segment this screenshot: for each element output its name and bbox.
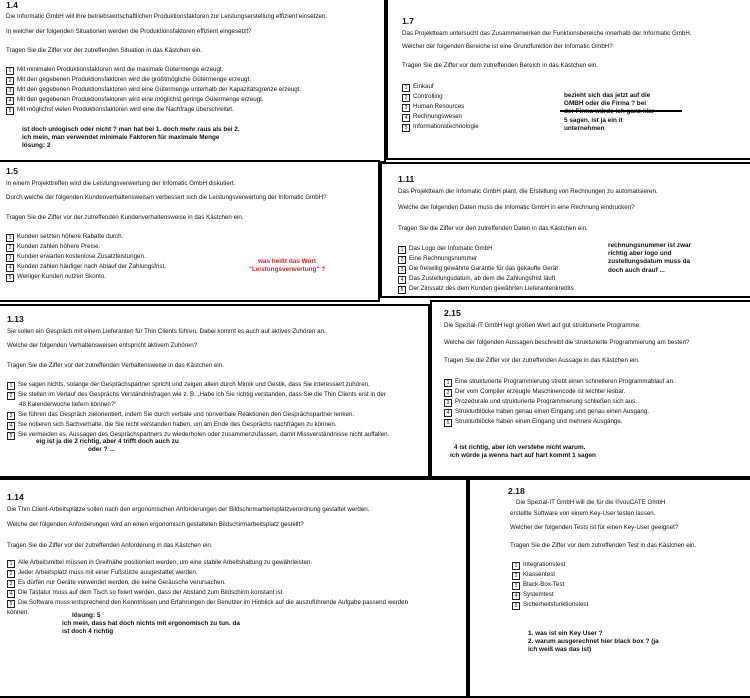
answer-option[interactable]: 4 Systemtest — [512, 590, 588, 600]
answer-option[interactable]: 2 Mit den gegebenen Produktionsfaktoren wird die größtmögliche Gütermenge erzeugt. — [6, 75, 301, 85]
handwritten-comment: lösung: 5 ich mein, dass hat doch nichts mit ergonomisch zu tun. da ist doch 4 richtig — [62, 612, 240, 636]
question-instruction: Tragen Sie die Ziffer vor der zutreffenden Aussage in das Kästchen ein. — [444, 357, 640, 364]
option-number: 1 — [402, 84, 410, 92]
handwritten-comment: ist doch unlogisch oder nicht ? man hat bei 1. doch mehr raus als bei 2. ich mein, man verwendet minimale Faktoren für maximale Menge lösung: 2 — [22, 126, 240, 150]
answer-option[interactable]: 5 Der Zinssatz des dem Kunden gewährten Lieferantenkredits — [398, 284, 574, 294]
question-instruction: Tragen Sie die Ziffer vor den zutreffenden Daten in das Kästchen ein. — [398, 225, 588, 232]
question-panel-2-18 — [468, 478, 750, 698]
answer-option[interactable]: 1 Einkauf — [402, 82, 479, 92]
option-number: 2 — [7, 570, 15, 578]
option-number: 2 — [444, 389, 452, 397]
answer-option[interactable]: 2 Kunden zahlen höhere Preise. — [6, 242, 166, 252]
option-number: 3 — [6, 254, 14, 262]
option-number: 1 — [444, 379, 452, 387]
answer-option[interactable]: 3 Black-Box-Test — [512, 580, 588, 590]
question-text: Welcher der folgenden Tests ist für einen Key-User geeignet? — [510, 524, 679, 531]
answer-options — [6, 65, 301, 115]
answer-option[interactable]: 3 Sie führen das Gespräch zielorientiert, indem Sie durch verbale und nonverbale Reaktionen den Gesprächspartner lenken. — [7, 410, 389, 420]
question-intro: Die Spezial-IT GmbH legt großen Wert auf gut strukturierte Programme. — [444, 322, 641, 329]
question-text: Welche der folgenden Anforderungen wird an einen ergonomisch gestalteten Bildschirmarbeitsplatz gestellt? — [7, 521, 304, 528]
answer-option-continuation: 48 Kalenderwoche liefern können?“ — [19, 401, 117, 408]
option-number: 2 — [6, 77, 14, 85]
answer-option[interactable]: 3 Kunden erwarten kostenlose Zusatzleistungen. — [6, 252, 166, 262]
question-instruction: Tragen Sie die Ziffer vor der zutreffenden Kundenverhaltensweise in das Kästchen ein. — [6, 214, 244, 221]
answer-option[interactable]: 4 Das Zustellungsdatum, ab dem die Zahlungsfrist läuft — [398, 274, 574, 284]
answer-option[interactable]: 5 Die Software muss entsprechend den Kenntnissen und Erfahrungen der Benutzer im Hinblick auf die auszuführende Aufgabe passend werden — [7, 598, 408, 608]
option-number: 1 — [6, 67, 14, 75]
answer-option[interactable]: 3 Es dürfen nur Geräte verwendet werden, die keine Geräusche verursachen. — [7, 578, 408, 588]
answer-option[interactable]: 5 Mit möglichst vielen Produktionsfaktoren wird eine die Nachfrage überschreitet. — [6, 105, 301, 115]
option-number: 5 — [6, 107, 14, 115]
answer-option[interactable]: 3 Human Resources — [402, 102, 479, 112]
option-number: 4 — [6, 97, 14, 105]
question-instruction: Tragen Sie die Ziffer vor dem zutreffenden Bereich in das Kästchen ein. — [402, 62, 598, 69]
question-text: Welcher der folgenden Bereiche ist eine Grundfunktion der Infomatic GmbH? — [402, 43, 613, 50]
question-number: 1.7 — [402, 16, 414, 26]
handwritten-comment: eig ist ja die 2 richtig, aber 4 trifft doch auch zu oder ? ... — [36, 438, 179, 454]
question-text: In welcher der folgenden Situationen werden die Produktionsfaktoren effizient eingesetzt? — [6, 28, 252, 35]
option-number: 1 — [398, 246, 406, 254]
answer-option[interactable]: 1 Alle Arbeitsmittel müssen in Greifnähe positioniert werden, um eine stabile Arbeitshaltung zu gewährleisten. — [7, 558, 408, 568]
answer-option[interactable]: 2 Sie stellen im Verlauf des Gesprächs Verständnisfragen wie z. B. „Habe ich Sie richtig verstanden, dass Sie die Thin Clients erst in der — [7, 390, 389, 400]
option-number: 5 — [6, 274, 14, 282]
question-text: Welche der folgenden Daten muss die Infomatic GmbH in eine Rechnung eindrucken? — [398, 204, 635, 211]
option-number: 1 — [512, 562, 520, 570]
question-number: 1.4 — [6, 0, 18, 10]
question-text: Welche der folgenden Verhaltensweisen entspricht aktivem Zuhören? — [7, 342, 198, 349]
handwritten-comment: rechnungsnummer ist zwar richtig aber logo und zustellungsdatum muss da doch auch drauf ... — [608, 242, 692, 274]
answer-options — [402, 82, 479, 132]
option-number: 4 — [512, 592, 520, 600]
option-number: 5 — [398, 286, 406, 294]
option-number: 3 — [7, 412, 15, 420]
question-panel-1-14 — [0, 478, 468, 698]
question-number: 1.13 — [7, 314, 24, 324]
answer-option[interactable]: 4 Rechnungswesen — [402, 112, 479, 122]
question-instruction: Tragen Sie die Ziffer vor dem zutreffenden Test in das Kästchen ein. — [510, 542, 697, 549]
answer-option[interactable]: 1 Sie sagen nichts, solange der Gesprächspartner spricht und zeigen allein durch Mimik und Gestik, dass Sie interessiert zuhören. — [7, 380, 389, 390]
answer-option[interactable]: 3 Prozedurale und strukturierte Programmierung schließen sich aus. — [444, 397, 675, 407]
answer-option[interactable]: 4 Strukturblöcke haben genau einen Eingang und genau einen Ausgang. — [444, 407, 675, 417]
answer-option[interactable]: 1 Integrationstest — [512, 560, 588, 570]
handwritten-underline — [560, 110, 682, 112]
option-number: 5 — [402, 124, 410, 132]
option-number: 4 — [402, 114, 410, 122]
option-number: 2 — [512, 572, 520, 580]
answer-option[interactable]: 1 Das Logo der Infomatic GmbH — [398, 244, 574, 254]
question-intro: Das Projektteam der Infomatic GmbH plant, die Erstellung von Rechnungen zu automatisieren. — [398, 188, 658, 195]
answer-option[interactable]: 5 Weniger Kunden nutzen Skonto. — [6, 272, 166, 282]
option-number: 3 — [398, 266, 406, 274]
answer-option[interactable]: 2 Eine Rechnungsnummer — [398, 254, 574, 264]
answer-option[interactable]: 1 Eine strukturierte Programmierung strebt einen schnelleren Programmablauf an. — [444, 377, 675, 387]
question-panel-2-15 — [430, 300, 750, 478]
answer-options — [398, 244, 574, 294]
option-number: 1 — [7, 560, 15, 568]
option-number: 4 — [444, 409, 452, 417]
question-text: Welche der folgenden Aussagen beschreibt die strukturierte Programmierung am besten? — [444, 339, 690, 346]
question-number: 1.14 — [7, 492, 24, 502]
answer-option[interactable]: 2 Jeder Arbeitsplatz muss mit einer Fußstütze ausgestattet werden. — [7, 568, 408, 578]
option-number: 5 — [7, 600, 15, 608]
handwritten-comment: bezieht sich das jetzt auf die GMBH oder die Firma ? bei 5 sagen. ist ja ein it unternehmen — [564, 92, 651, 132]
option-number: 3 — [402, 104, 410, 112]
option-number: 4 — [398, 276, 406, 284]
question-intro: Das Projektteam untersucht das Zusammenwirken der Funktionsbereiche innerhalb der Informatic GmbH. — [402, 30, 692, 37]
question-number: 1.11 — [398, 174, 415, 184]
question-number: 1.5 — [6, 166, 18, 176]
option-number: 4 — [7, 422, 15, 430]
answer-options — [512, 560, 588, 610]
question-instruction: Tragen Sie die Ziffer vor der zutreffenden Anforderung in das Kästchen ein. — [7, 542, 213, 549]
answer-option[interactable]: 2 Controlling — [402, 92, 479, 102]
question-panel-1-11 — [380, 162, 750, 298]
option-number: 5 — [7, 432, 15, 440]
answer-option[interactable]: 4 Die Tastatur muss auf dem Tisch so fixiert werden, dass der Abstand zum Bildschirm konstant ist. — [7, 588, 408, 598]
question-number: 2.15 — [444, 308, 461, 318]
option-number: 3 — [512, 582, 520, 590]
option-number: 1 — [7, 382, 15, 390]
answer-option[interactable]: 3 Die freiwillig gewährte Garantie für das gekaufte Gerät — [398, 264, 574, 274]
answer-option[interactable]: 4 Kunden zahlen häufiger nach Ablauf der Zahlungsfrist. — [6, 262, 166, 272]
option-number: 2 — [7, 392, 15, 400]
answer-options — [7, 558, 408, 618]
question-intro: Die Thin Client-Arbeitsplätze sollen nach den ergonomischen Anforderungen der Bildschirmarbeitsplatzverordnung gestaltet werden. — [7, 506, 370, 513]
answer-option[interactable]: 1 Kunden setzten höhere Rabatte durch. — [6, 232, 166, 242]
question-intro: Die Informatic GmbH will ihre betriebswirtschaftlichen Produktionsfaktoren zur Leistungserstellung effizient einsetzen. — [6, 13, 328, 20]
question-intro: Sie sollen ein Gespräch mit einem Lieferanten für Thin Clients führen. Dabei kommt es auch auf aktives Zuhören an. — [7, 328, 326, 335]
handwritten-comment: was heißt das Wort "Leistungsverwertung" ? — [248, 258, 326, 274]
option-number: 1 — [6, 234, 14, 242]
question-intro: In einem Projekttreffen wird die Leistungsverwertung der Infomatic GmbH diskutiert. — [6, 180, 236, 187]
option-number: 4 — [6, 264, 14, 272]
question-text: Durch welche der folgenden Kundenverhaltensweisen verbessert sich die Leistungsverwertung der Infomatic GmbH? — [6, 194, 327, 201]
answer-option[interactable]: 2 Der vom Compiler erzeugte Maschinencode ist leichter lesbar. — [444, 387, 675, 397]
question-intro-continued: erstellte Software von einem Key-User testen lassen. — [510, 510, 656, 517]
answer-option[interactable]: 5 Informationstechnologie — [402, 122, 479, 132]
answer-options — [6, 232, 166, 282]
question-panel-1-4 — [0, 0, 386, 163]
option-number: 2 — [398, 256, 406, 264]
option-number: 5 — [444, 419, 452, 427]
answer-options — [7, 380, 389, 440]
option-number: 2 — [6, 244, 14, 252]
handwritten-comment: 1. was ist ein Key User ? 2. warum ausgerechnet hier black box ? (ja ich weiß was das ist) — [528, 630, 659, 654]
option-number: 3 — [444, 399, 452, 407]
question-intro: Die Spezial-IT GmbH will die für die ®vouCATE GmbH — [516, 499, 666, 506]
answer-option[interactable]: 2 Klassentest — [512, 570, 588, 580]
option-number: 3 — [7, 580, 15, 588]
answer-option-continuation: können. — [7, 609, 30, 616]
answer-option[interactable]: 5 Sie vermeiden es, Aussagen des Gesprächspartners zu wiederholen oder zusammenzufassen, damit Missverständnisse nicht auffallen. — [7, 430, 389, 440]
answer-option[interactable]: 5 Sicherheitsfunktionstest — [512, 600, 588, 610]
question-panel-1-5 — [0, 160, 380, 302]
option-number: 5 — [512, 602, 520, 610]
question-panel-1-7 — [386, 0, 750, 160]
answer-option[interactable]: 4 Mit den gegebenen Produktionsfaktoren wird eine möglichst geringe Gütermenge erzeugt. — [6, 95, 301, 105]
answer-option[interactable]: 5 Strukturblöcke haben einen Eingang und mehrere Ausgänge. — [444, 417, 675, 427]
option-number: 3 — [6, 87, 14, 95]
option-number: 2 — [402, 94, 410, 102]
answer-options — [444, 377, 675, 427]
option-number: 4 — [7, 590, 15, 598]
question-panel-1-13 — [0, 304, 430, 478]
question-number: 2.18 — [508, 486, 525, 496]
question-instruction: Tragen Sie die Ziffer vor der zutreffenden Verhaltensweise in das Kästchen ein. — [7, 362, 224, 369]
answer-option[interactable]: 4 Sie notieren sich Sachverhalte, die Sie nicht verstanden haben, um am Ende des Gesprächs nachfragen zu können. — [7, 420, 389, 430]
answer-option[interactable]: 1 Mit minimalen Produktionsfaktoren wird die maximale Gütermenge erzeugt. — [6, 65, 301, 75]
handwritten-comment: 4 ist richtig, aber ich verstehe nicht warum. ich würde ja wenns hart auf hart kommt 1 sagen — [450, 444, 596, 460]
question-instruction: Tragen Sie die Ziffer vor der zutreffenden Situation in das Kästchen ein. — [6, 47, 202, 54]
answer-option[interactable]: 3 Mit den gegebenen Produktionsfaktoren wird eine Gütermenge unterhalb der Kapazitätsgrenze erzeugt. — [6, 85, 301, 95]
